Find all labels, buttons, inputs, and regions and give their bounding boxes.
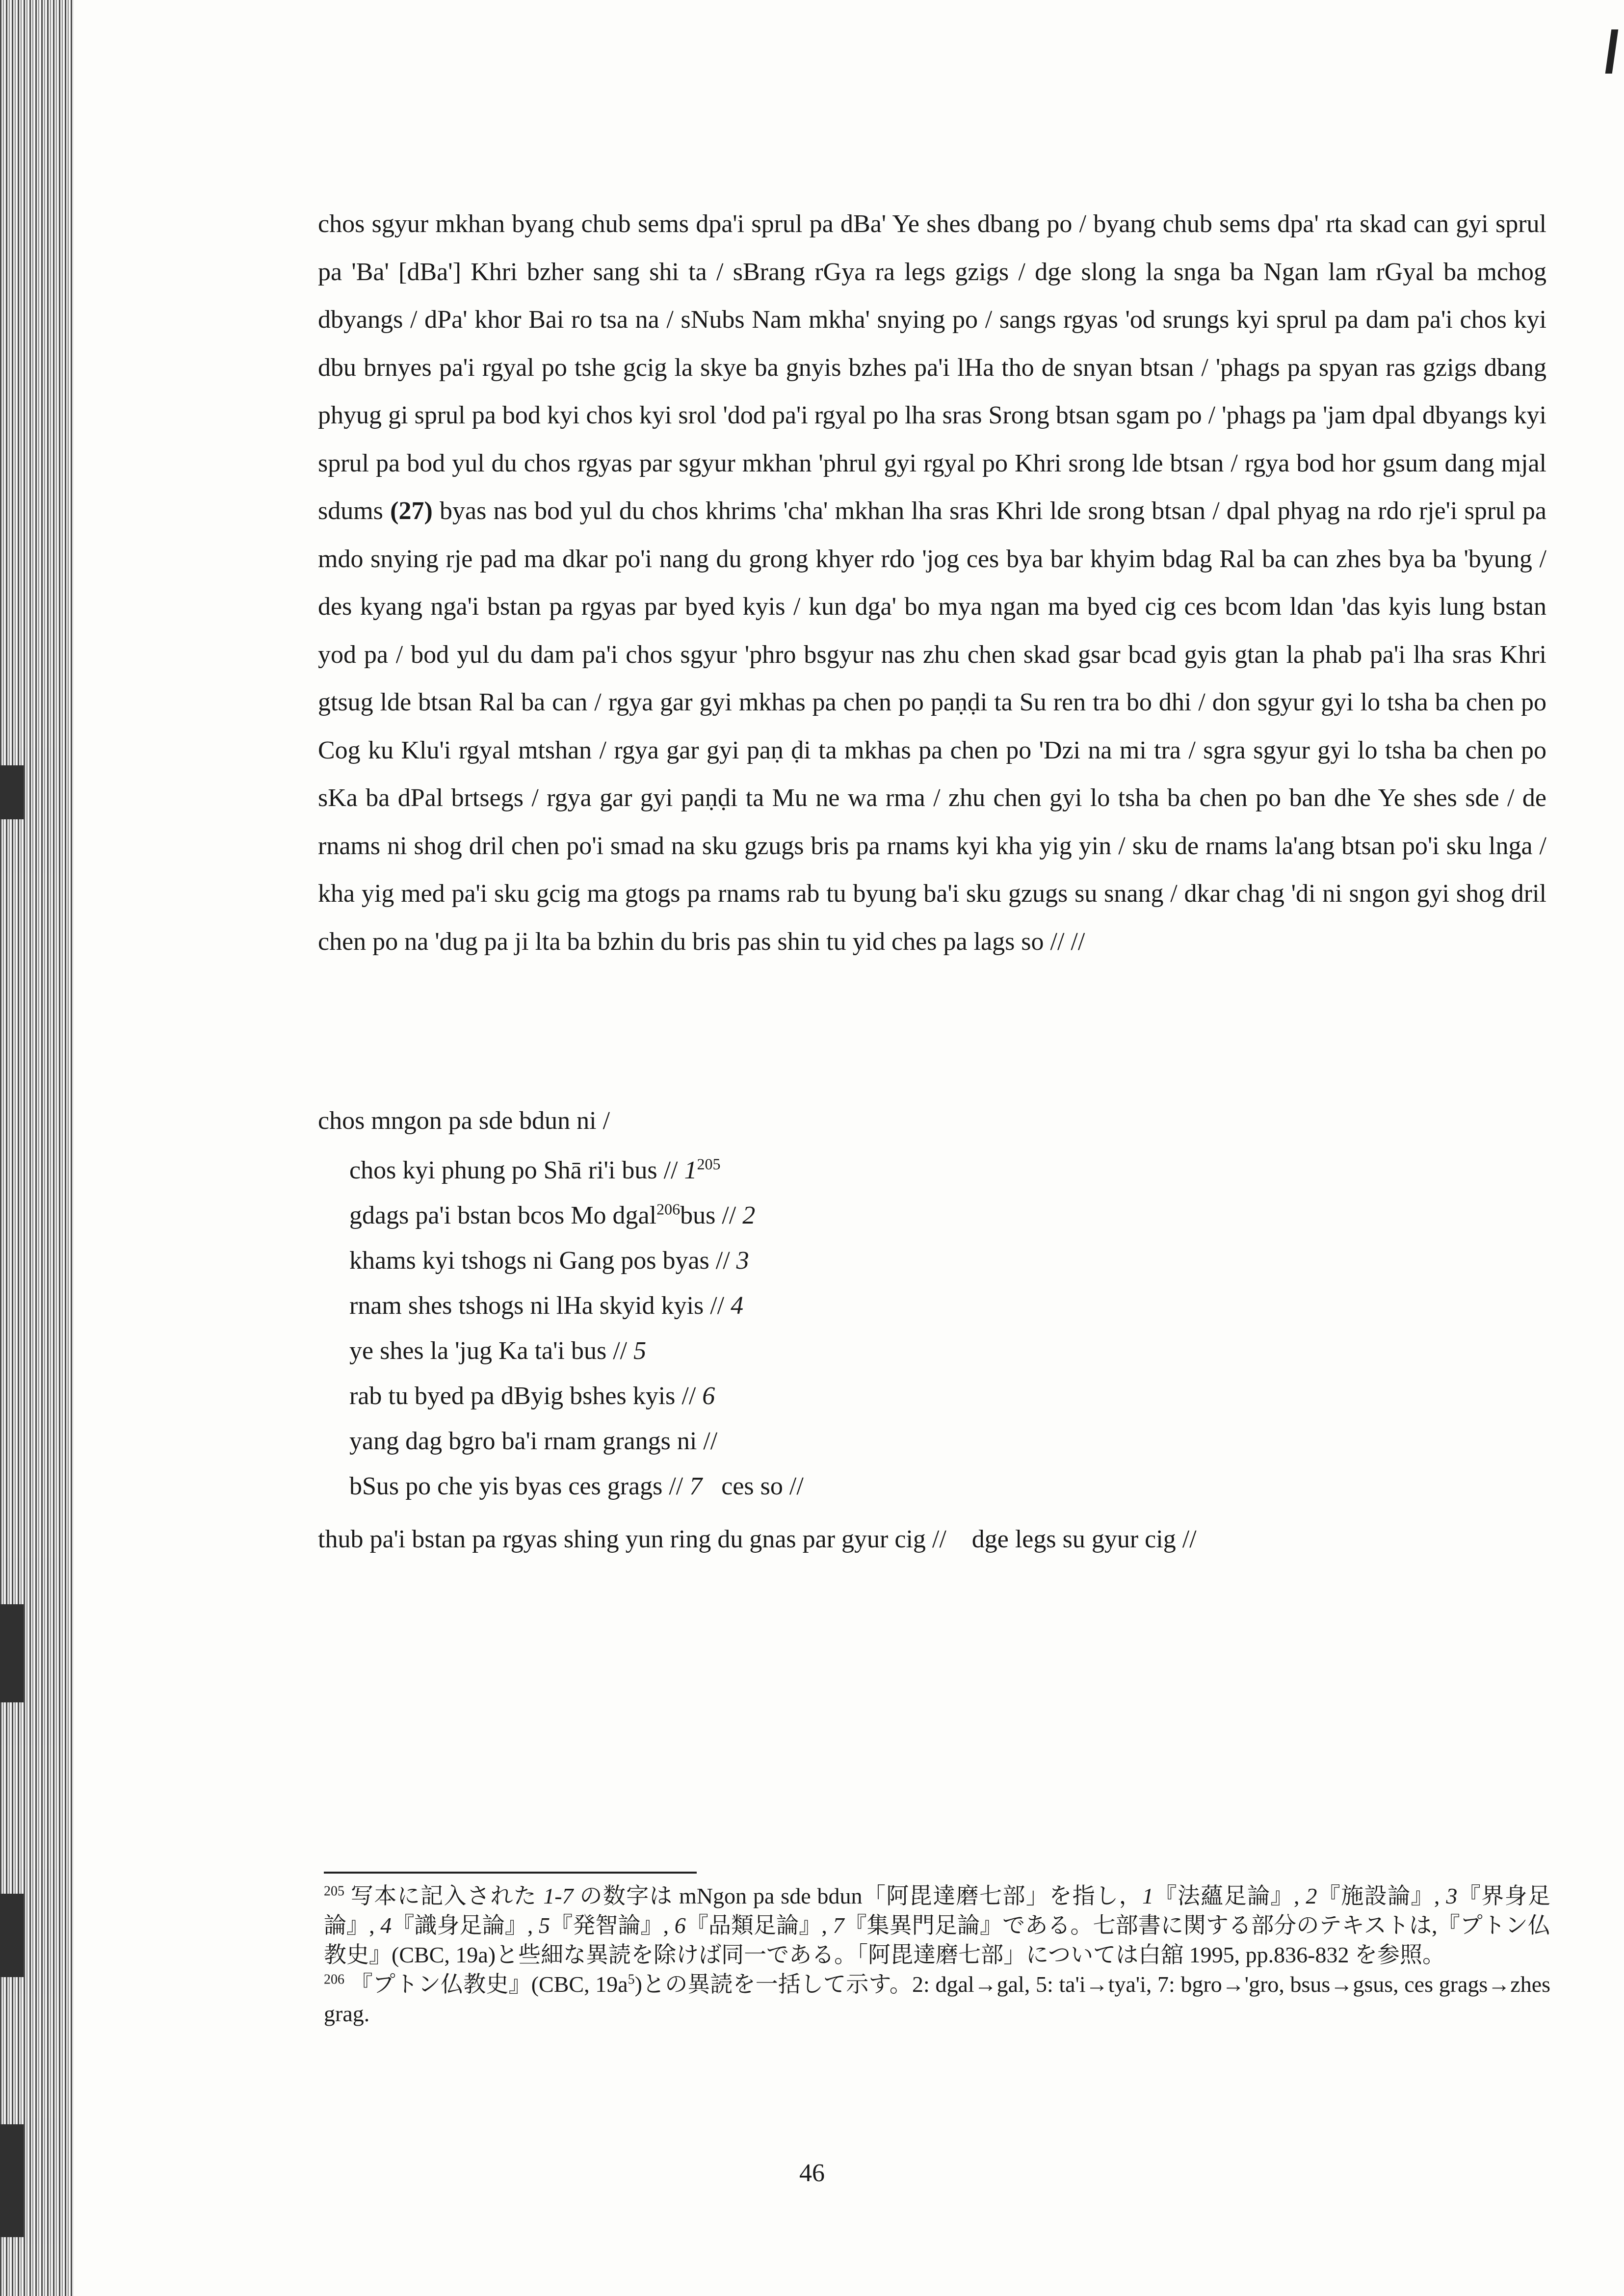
- footnote-text: 『品類足論』,: [685, 1913, 833, 1938]
- list-item-text: rnam shes tshogs ni lHa skyid kyis //: [349, 1292, 731, 1320]
- footnote-num: 6: [674, 1913, 686, 1938]
- scan-artifact: [0, 765, 24, 819]
- list-item-text: bSus po che yis byas ces grags //: [349, 1472, 690, 1500]
- list-item-number: 1: [684, 1156, 697, 1184]
- scan-corner-mark: [1605, 29, 1619, 74]
- list-item-number: 3: [736, 1247, 749, 1275]
- list-item-text: ye shes la 'jug Ka ta'i bus //: [349, 1337, 634, 1365]
- list-item: [349, 1193, 804, 1238]
- footnote-ref[interactable]: 205: [697, 1155, 721, 1173]
- list-item: [349, 1329, 804, 1374]
- footnote-rule: [324, 1872, 697, 1874]
- footnote-text: 『集異門足論』である。七部書に関する部分のテキストは,『プトン仏教史』(CBC, 19a)と些細な異読を除けば同一である。「阿毘達磨七部」については白舘 1995, pp.836-832 を参照。: [324, 1913, 1551, 1967]
- footnote-text: )との異読を一括して示す。: [634, 1972, 913, 1997]
- main-paragraph: [318, 200, 1546, 965]
- footnote-text: 『識身足論』,: [392, 1913, 539, 1938]
- footnote-num: 3: [1446, 1883, 1458, 1908]
- paragraph-text: chos sgyur mkhan byang chub sems dpa'i sprul pa dBa' Ye shes dbang po / byang chub sems dpa' rta skad can gyi sprul pa 'Ba' [dBa'] Khri bzher sang shi ta / sBrang rGya ra legs gzigs / dge slong la snga ba Ngan lam rGyal ba mchog dbyangs / dPa' khor Bai ro tsa na / sNubs Nam mkha' snying po / sangs rgyas 'od srungs kyi sprul pa dam pa'i chos kyi dbu brnyes pa'i rgyal po tshe gcig la skye ba gnyis bzhes pa'i lHa tho de snyan btsan / 'phags pa spyan ras gzigs dbang phyug gi sprul pa bod kyi chos kyi srol 'dod pa'i rgyal po lha sras Srong btsan sgam po / 'phags pa 'jam dpal dbyangs kyi sprul pa bod yul du chos rgyas par sgyur mkhan 'phrul gyi rgyal po Khri srong lde btsan / rgya bod hor gsum dang mjal sdums: [318, 210, 1546, 525]
- scan-artifact: [0, 2124, 24, 2237]
- list-item-number: 6: [702, 1382, 715, 1410]
- footnote-num: 5: [539, 1913, 550, 1938]
- scan-edge: [0, 0, 74, 2296]
- paragraph-text-cont: byas nas bod yul du chos khrims 'cha' mkhan lha sras Khri lde srong btsan / dpal phyag na rdo rje'i sprul pa mdo snying rje pad ma dkar po'i nang du grong khyer rdo 'jog ces bya bar khyim bdag Ral ba can zhes bya ba 'byung / des kyang nga'i bstan pa rgyas par byed kyis / kun dga' bo mya ngan ma byed cig ces bcom ldan 'das kyis lung bstan yod pa / bod yul du dam pa'i chos sgyur 'phro bsgyur nas zhu chen skad gsar bcad gyis gtan la phab pa'i lha sras Khri gtsug lde btsan Ral ba can / rgya gar gyi mkhas pa chen po paṇḍi ta Su ren tra bo dhi / don sgyur gyi lo tsha ba chen po Cog ku Klu'i rgyal mtshan / rgya gar gyi paṇ ḍi ta mkhas pa chen po 'Dzi na mi tra / sgra sgyur gyi lo tsha ba chen po sKa ba dPal brtsegs / rgya gar gyi paṇḍi ta Mu ne wa rma / zhu chen gyi lo tsha ba chen po ban dhe Ye shes sde / de rnams ni shog dril chen po'i smad na sku gzugs bris pa rnams kyi kha yig yin / sku de rnams la'ang btsan po'i sku lnga / kha yig med pa'i sku gcig ma gtogs pa rnams rab tu byung ba'i sku gzugs su snang / dkar chag 'di ni sngon gyi shog dril chen po na 'dug pa ji lta ba bzhin du bris pas shin tu yid ches pa lags so // //: [318, 497, 1547, 956]
- footnote-text: 『施設論』,: [1317, 1883, 1446, 1908]
- footnote-text: 写本に記入された: [344, 1883, 544, 1908]
- list-item: [349, 1464, 804, 1509]
- abhidharma-list: [349, 1148, 804, 1509]
- scan-artifact: [0, 1894, 24, 1977]
- footnote-variants: 2: dgal→gal, 5: ta'i→tya'i, 7: bgro→'gro, bsus→gsus, ces grags→zhes grag.: [324, 1972, 1551, 2026]
- list-item-text: gdags pa'i bstan bcos Mo dgal: [349, 1201, 657, 1229]
- footnote-text: の数字は mNgon pa sde bdun「阿毘達磨七部」を指し，: [573, 1883, 1143, 1908]
- list-item: [349, 1148, 804, 1193]
- list-item-number: 7: [689, 1472, 703, 1500]
- list-item-text: yang dag bgro ba'i rnam grangs ni //: [349, 1427, 718, 1455]
- list-item-text: chos kyi phung po Shā ri'i bus //: [349, 1156, 684, 1184]
- footnote-text: 『界身足論』,: [324, 1883, 1551, 1938]
- footnote-205: [324, 1881, 1550, 1970]
- closing-line: thub pa'i bstan pa rgyas shing yun ring du gnas par gyur cig // dge legs su gyur cig //: [318, 1525, 1197, 1553]
- list-item-text: rab tu byed pa dByig bshes kyis //: [349, 1382, 703, 1410]
- footnote-num: 1: [1142, 1883, 1154, 1908]
- list-item: [349, 1419, 804, 1464]
- list-item-number: 2: [742, 1201, 756, 1229]
- footnotes: [324, 1881, 1550, 2029]
- list-intro: chos mngon pa sde bdun ni /: [318, 1107, 610, 1135]
- footnote-ref[interactable]: 206: [656, 1200, 681, 1218]
- footnote-num: 2: [1306, 1883, 1317, 1908]
- footnote-206: [324, 1970, 1550, 2029]
- footnote-num: 4: [380, 1913, 392, 1938]
- list-item: [349, 1283, 804, 1329]
- footnote-text: 『法蘊足論』,: [1153, 1883, 1306, 1908]
- folio-marker: (27): [390, 497, 433, 525]
- list-item-tail: ces so //: [702, 1472, 804, 1500]
- footnote-text: 『プトン仏教史』(CBC, 19a: [344, 1972, 628, 1997]
- footnote-marker: 205: [324, 1883, 344, 1899]
- list-item: [349, 1238, 804, 1283]
- footnote-range: 1-7: [543, 1883, 574, 1908]
- list-item-number: 5: [633, 1337, 647, 1365]
- page-number: 46: [799, 2159, 825, 2187]
- footnote-marker: 206: [324, 1972, 344, 1987]
- list-item: [349, 1374, 804, 1419]
- list-item-text: khams kyi tshogs ni Gang pos byas //: [349, 1247, 736, 1275]
- footnote-sup: 5: [628, 1972, 635, 1987]
- scan-artifact: [0, 1604, 24, 1702]
- footnote-num: 7: [833, 1913, 844, 1938]
- list-item-number: 4: [731, 1292, 744, 1320]
- list-item-text: bus //: [680, 1201, 743, 1229]
- footnote-text: 『発智論』,: [550, 1913, 675, 1938]
